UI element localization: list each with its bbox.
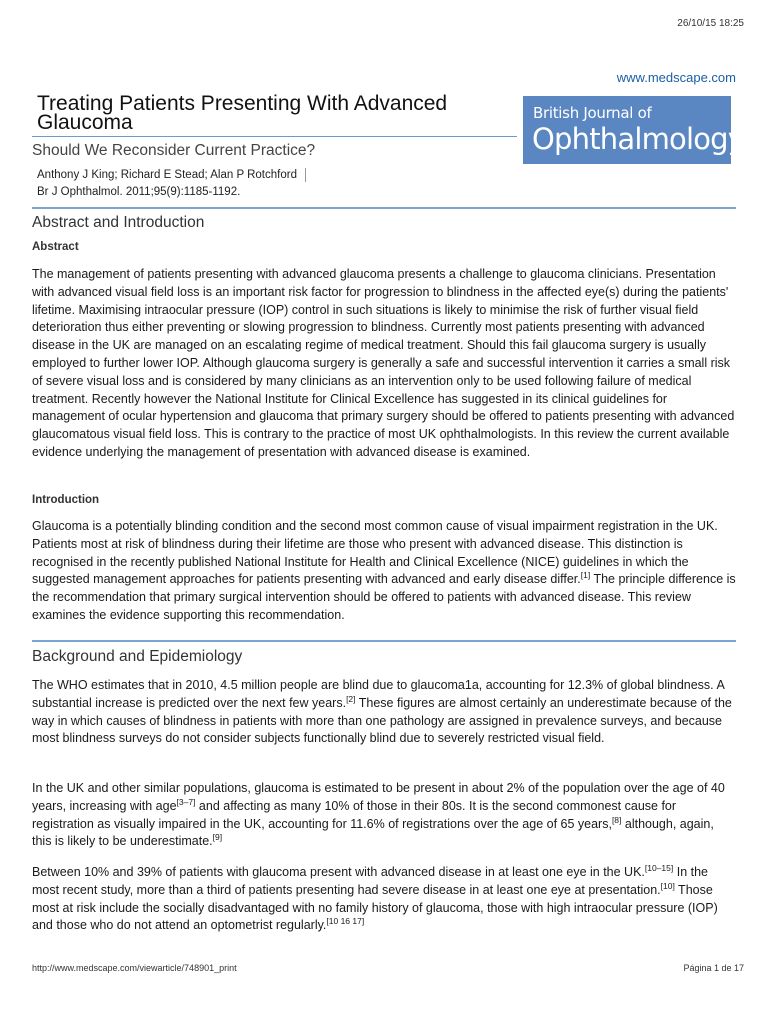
reference-link[interactable]: [8] [611, 814, 622, 825]
bg-p2-text-c: although, again, this is likely to be underestimate. [32, 816, 714, 849]
abstract-label: Abstract [32, 241, 79, 253]
print-timestamp: 26/10/15 18:25 [677, 18, 744, 29]
section-divider [32, 640, 736, 642]
background-paragraph-3 [32, 864, 736, 935]
reference-link[interactable]: [10 16 17] [326, 916, 365, 927]
bg-p1-text-b: These figures are almost certainly an underestimate because of the way in which causes of blindness in patients with more than one pathology are assigned in prevalence surveys, and because most blindness surveys do not consider subjects functionally blind due to severely restricted visual field. [32, 695, 732, 746]
introduction-label: Introduction [32, 494, 100, 506]
bg-p2-text-b: and affecting as many 10% of those in their 80s. It is the second commonest cause for registration as visually impaired in the UK, accounting for 11.6% of registrations over the age of 65 years, [32, 798, 677, 831]
footer-url: http://www.medscape.com/viewarticle/748901_print [32, 963, 237, 973]
reference-link[interactable]: [3–7] [176, 796, 196, 807]
article-authors [37, 168, 306, 182]
journal-logo-line2: Ophthalmology [532, 122, 745, 156]
bg-p3-text-c: Those most at risk include the socially disadvantaged with no family history of glaucoma, those with high intraocular pressure (IOP) and those who do not attend an optometrist regularly. [32, 882, 718, 933]
authors-separator [305, 168, 306, 182]
bg-p1-text-a: The WHO estimates that in 2010, 4.5 million people are blind due to glaucoma1a, accounting for 12.3% of global blindness. A substantial increase is predicted over the next few years. [32, 678, 725, 710]
footer-page-number: Página 1 de 17 [683, 963, 744, 973]
article-title: Treating Patients Presenting With Advanced Glaucoma [37, 92, 448, 134]
background-paragraph-1 [32, 677, 736, 748]
reference-link[interactable]: [10] [660, 880, 675, 891]
intro-text-part1: Glaucoma is a potentially blinding condition and the second most common cause of visual impairment registration in the UK. Patients most at risk of blindness during their lifetime are those who present with advanced disease. This distinction is recognised in the recently published National Institute for Health and Clinical Excellence (NICE) guidelines in which the suggested management approaches for patients presenting with advanced and early disease differ. [32, 519, 718, 587]
section-heading-background: Background and Epidemiology [32, 648, 243, 665]
reference-link[interactable]: [2] [346, 693, 356, 704]
title-divider [32, 136, 517, 137]
authors-text: Anthony J King; Richard E Stead; Alan P Rotchford [37, 169, 297, 182]
background-paragraph-2 [32, 780, 736, 851]
abstract-text: The management of patients presenting with advanced glaucoma presents a challenge to glaucoma clinicians. Presentation with advanced visual field loss is an important risk factor for progression to blindness in the affected eye(s) during the patients' lifetime. Maximising intraocular pressure (IOP) control in such situations is likely to minimise the risk of further visual field deterioration thus either preventing or slowing progression to blindness. Currently most patients presenting with advanced disease in the UK are managed on an escalating regime of medical treatment. Should this fail glaucoma surgery is usually employed to further lower IOP. Although glaucoma surgery is generally a safe and successful intervention it carries a small risk of severe visual loss and is considered by many clinicians as an intervention only to be used following failure of medical treatment. Recently however the National Institute for Clinical Excellence has suggested in its clinical guidelines for management of ocular hypertension and glaucoma that primary surgery should be offered to patients presenting with advanced glaucomatous visual field loss. This is contrary to the practice of most UK ophthalmologists. In this review the current available evidence underlying the management of presentation with advanced disease is examined. [32, 267, 735, 459]
article-citation: Br J Ophthalmol. 2011;95(9):1185-1192. [37, 186, 241, 198]
bg-p2-text-a: In the UK and other similar populations, glaucoma is estimated to be present in about 2% of the population over the age of 40 years, increasing with age [32, 781, 725, 813]
bg-p3-text-a: Between 10% and 39% of patients with glaucoma present with advanced disease in at least one eye in the UK. [32, 865, 645, 879]
medscape-link[interactable]: www.medscape.com [616, 70, 736, 85]
reference-link[interactable]: [9] [212, 832, 223, 843]
section-divider [32, 207, 736, 209]
reference-link[interactable]: [1] [580, 570, 591, 581]
reference-link[interactable]: [10–15] [644, 862, 674, 873]
journal-logo [523, 96, 745, 164]
introduction-text [32, 518, 736, 625]
section-heading-abstract-intro: Abstract and Introduction [32, 214, 205, 231]
article-subtitle: Should We Reconsider Current Practice? [32, 142, 316, 159]
journal-logo-line1: British Journal of [533, 104, 652, 122]
bg-p3-text-b: In the most recent study, more than a third of patients presenting had severe disease in at least one eye at presentation. [32, 865, 709, 897]
intro-text-part2: The principle difference is the recommendation that primary surgical intervention should be offered to patients with advanced disease. This review examines the evidence supporting this recommendation. [32, 572, 736, 622]
